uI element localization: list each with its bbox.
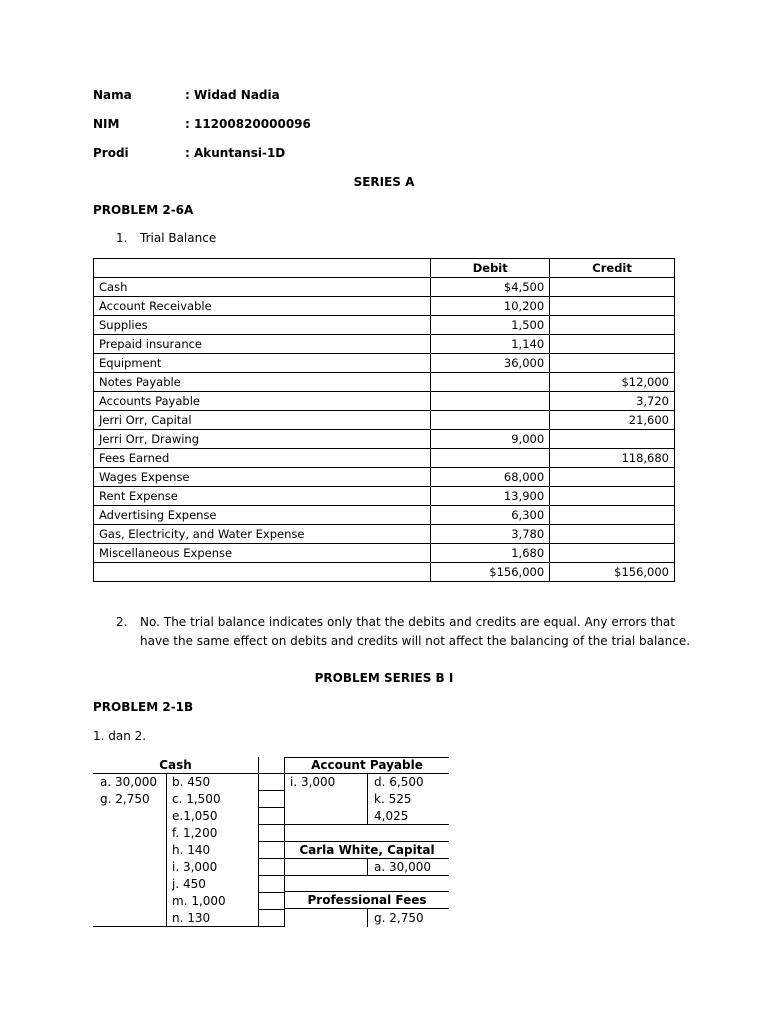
trial-balance-row [94,487,675,506]
credit-cell [550,354,675,373]
debit-cell: $4,500 [431,278,550,297]
cash-credit-entry: h. 140 [172,843,211,857]
separator-box-rule [258,841,285,842]
account-cell: Jerri Orr, Drawing [94,430,431,449]
problem-2-1b-heading: PROBLEM 2-1B [93,700,194,714]
account-cell: Rent Expense [94,487,431,506]
trial-balance-row [94,468,675,487]
account-cell: Notes Payable [94,373,431,392]
series-b-title: PROBLEM SERIES B I [314,671,454,685]
account-cell: Jerri Orr, Capital [94,411,431,430]
debit-cell: 9,000 [431,430,550,449]
prodi-value: : Akuntansi-1D [185,146,286,160]
credit-cell [550,525,675,544]
trial-balance-row [94,506,675,525]
capital-upper-rule [285,841,449,842]
debit-cell [431,373,550,392]
credit-header: Credit [550,259,675,278]
account-payable-credit-entry: 4,025 [374,809,409,823]
cash-credit-entry: b. 450 [172,775,211,789]
cash-credit-entry: f. 1,200 [172,826,218,840]
trial-balance-header-row [94,259,675,278]
debit-cell: 1,500 [431,316,550,335]
separator-box-rule [258,909,285,910]
debit-cell [431,449,550,468]
trial-balance-table [93,258,675,582]
fees-title: Professional Fees [307,893,427,907]
account-cell: Account Receivable [94,297,431,316]
account-cell: Miscellaneous Expense [94,544,431,563]
debit-cell [431,392,550,411]
trial-balance-row [94,354,675,373]
cash-credit-entry: j. 450 [172,877,206,891]
credit-cell [550,297,675,316]
credit-cell [550,278,675,297]
credit-cell [550,544,675,563]
separator-box-rule [258,807,285,808]
debit-cell: 6,300 [431,506,550,525]
item-2-line-1: No. The trial balance indicates only that the debits and credits are equal. Any errors that [140,615,675,629]
debit-cell: 36,000 [431,354,550,373]
item-2-line-2: have the same effect on debits and credits will not affect the balancing of the trial balance. [140,634,691,648]
trial-balance-row [94,449,675,468]
prodi-label: Prodi [93,146,129,160]
account-cell: Fees Earned [94,449,431,468]
account-payable-credit-entry: k. 525 [374,792,412,806]
account-payable-center-rule [367,773,368,824]
item-1-label: Trial Balance [140,231,217,245]
item-1-2-label: 1. dan 2. [93,729,147,743]
account-cell: Accounts Payable [94,392,431,411]
debit-cell: 1,680 [431,544,550,563]
capital-credit-entry: a. 30,000 [374,860,431,874]
credit-cell: 21,600 [550,411,675,430]
trial-balance-row [94,411,675,430]
item-2-number: 2. [116,615,128,629]
capital-title: Carla White, Capital [299,843,435,857]
trial-balance-row [94,278,675,297]
cash-credit-entry: m. 1,000 [172,894,226,908]
credit-cell [550,468,675,487]
cash-credit-entry: e.1,050 [172,809,218,823]
account-header-cell [94,259,431,278]
account-cell: Advertising Expense [94,506,431,525]
cash-debit-entry: g. 2,750 [100,792,150,806]
account-payable-credit-entry: d. 6,500 [374,775,424,789]
cash-title: Cash [159,758,192,772]
credit-cell: $12,000 [550,373,675,392]
trial-balance-row [94,335,675,354]
cash-top-rule [93,773,258,774]
trial-balance-row [94,430,675,449]
fees-center-rule [367,908,368,927]
account-payable-title: Account Payable [311,758,423,772]
nim-label: NIM [93,117,120,131]
separator-box-rule [258,773,285,774]
credit-cell [550,316,675,335]
cash-center-rule [166,773,167,927]
total-label-cell [94,563,431,582]
nim-value: : 11200820000096 [185,117,311,131]
separator-box-rule [258,790,285,791]
debit-cell: 10,200 [431,297,550,316]
capital-bottom-rule [285,875,449,876]
separator-left-rule [258,757,259,927]
problem-2-6a-heading: PROBLEM 2-6A [93,203,194,217]
account-payable-bottom-rule [285,824,449,825]
credit-cell [550,506,675,525]
credit-cell [550,335,675,354]
debit-header: Debit [431,259,550,278]
trial-balance-row [94,297,675,316]
cash-credit-entry: i. 3,000 [172,860,218,874]
separator-box-rule [258,892,285,893]
debit-cell: 68,000 [431,468,550,487]
trial-balance-row [94,525,675,544]
account-cell: Cash [94,278,431,297]
debit-cell [431,411,550,430]
credit-cell [550,430,675,449]
trial-balance-row [94,316,675,335]
fees-credit-entry: g. 2,750 [374,911,424,925]
trial-balance-row [94,392,675,411]
separator-box-rule [258,858,285,859]
cash-debit-entry: a. 30,000 [100,775,157,789]
account-cell: Supplies [94,316,431,335]
total-debit-cell: $156,000 [431,563,550,582]
capital-center-rule [367,858,368,875]
account-cell: Equipment [94,354,431,373]
account-cell: Prepaid insurance [94,335,431,354]
separator-box-rule [258,926,285,927]
credit-cell: 3,720 [550,392,675,411]
account-cell: Wages Expense [94,468,431,487]
debit-cell: 13,900 [431,487,550,506]
trial-balance-total-row [94,563,675,582]
item-1-number: 1. [116,231,128,245]
debit-cell: 3,780 [431,525,550,544]
cash-bottom-rule [93,926,258,927]
trial-balance-row [94,544,675,563]
credit-cell: 118,680 [550,449,675,468]
separator-box-rule [258,875,285,876]
fees-upper-rule [285,891,449,892]
total-credit-cell: $156,000 [550,563,675,582]
trial-balance-row [94,373,675,392]
name-label: Nama [93,88,132,102]
credit-cell [550,487,675,506]
separator-box-rule [258,824,285,825]
account-cell: Gas, Electricity, and Water Expense [94,525,431,544]
debit-cell: 1,140 [431,335,550,354]
series-a-title: SERIES A [353,175,415,189]
name-value: : Widad Nadia [185,88,280,102]
account-payable-debit-entry: i. 3,000 [290,775,336,789]
cash-credit-entry: n. 130 [172,911,211,925]
cash-credit-entry: c. 1,500 [172,792,221,806]
